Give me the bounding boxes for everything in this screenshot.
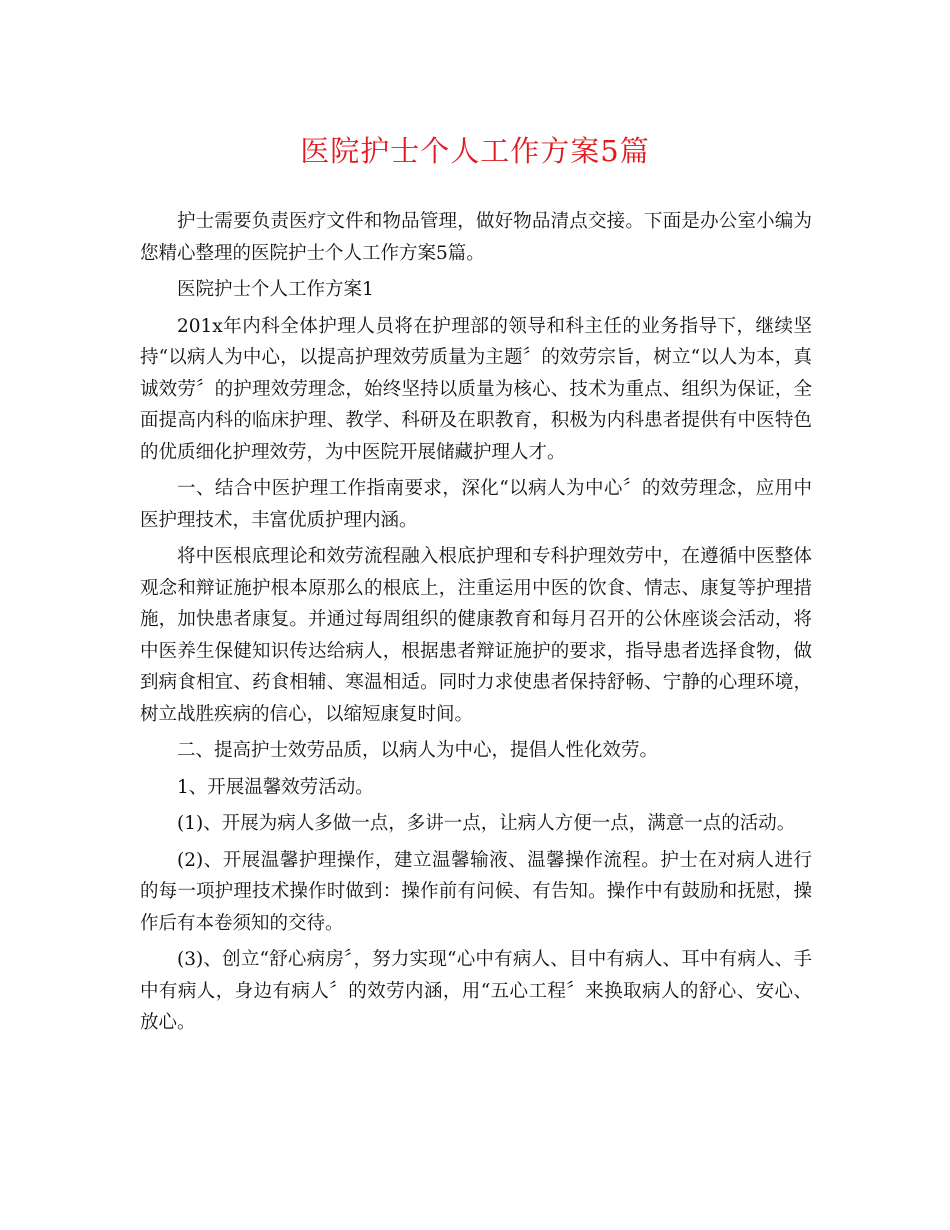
intro-paragraph: 护士需要负责医疗文件和物品管理，做好物品清点交接。下面是办公室小编为您精心整理的医院护士个人工作方案5篇。 <box>140 211 812 264</box>
body-paragraph: (1)、开展为病人多做一点，多讲一点，让病人方便一点，满意一点的活动。 <box>177 813 796 834</box>
document-body <box>140 206 812 1044</box>
body-paragraph: 1、开展温馨效劳活动。 <box>177 776 374 798</box>
document-title: 医院护士个人工作方案5篇 <box>300 134 650 168</box>
section-heading: 医院护士个人工作方案1 <box>177 279 374 300</box>
body-paragraph: 一、结合中医护理工作指南要求，深化“以病人为中心〞的效劳理念，应用中医护理技术，丰富优质护理内涵。 <box>140 478 812 531</box>
body-paragraph: 将中医根底理论和效劳流程融入根底护理和专科护理效劳中，在遵循中医整体观念和辩证施护根本原那么的根底上，注重运用中医的饮食、情志、康复等护理措施，加快患者康复。并通过每周组织的健康教育和每月召开的公休座谈会活动，将中医养生保健知识传达给病人，根据患者辩证施护的要求，指导患者选择食物，做到病食相宜、药食相辅、寒温相适。同时力求使患者保持舒畅、宁静的心理环境，树立战胜疾病的信心，以缩短康复时间。 <box>140 546 812 725</box>
body-paragraph: (3)、创立“舒心病房〞，努力实现“心中有病人、目中有病人、耳中有病人、手中有病人，身边有病人〞的效劳内涵，用“五心工程〞来换取病人的舒心、安心、放心。 <box>140 949 812 1033</box>
body-paragraph: 二、提高护士效劳品质，以病人为中心，提倡人性化效劳。 <box>177 740 659 761</box>
body-paragraph: (2)、开展温馨护理操作，建立温馨输液、温馨操作流程。护士在对病人进行的每一项护理技术操作时做到：操作前有问候、有告知。操作中有鼓励和抚慰，操作后有本卷须知的交待。 <box>140 849 812 934</box>
body-paragraph: 201x年内科全体护理人员将在护理部的领导和科主任的业务指导下，继续坚持“以病人为中心，以提高护理效劳质量为主题〞的效劳宗旨，树立“以人为本，真诚效劳〞的护理效劳理念，始终坚持以质量为核心、技术为重点、组织为保证，全面提高内科的临床护理、教学、科研及在职教育，积极为内科患者提供有中医特色的优质细化护理效劳，为中医院开展储藏护理人才。 <box>140 315 812 463</box>
